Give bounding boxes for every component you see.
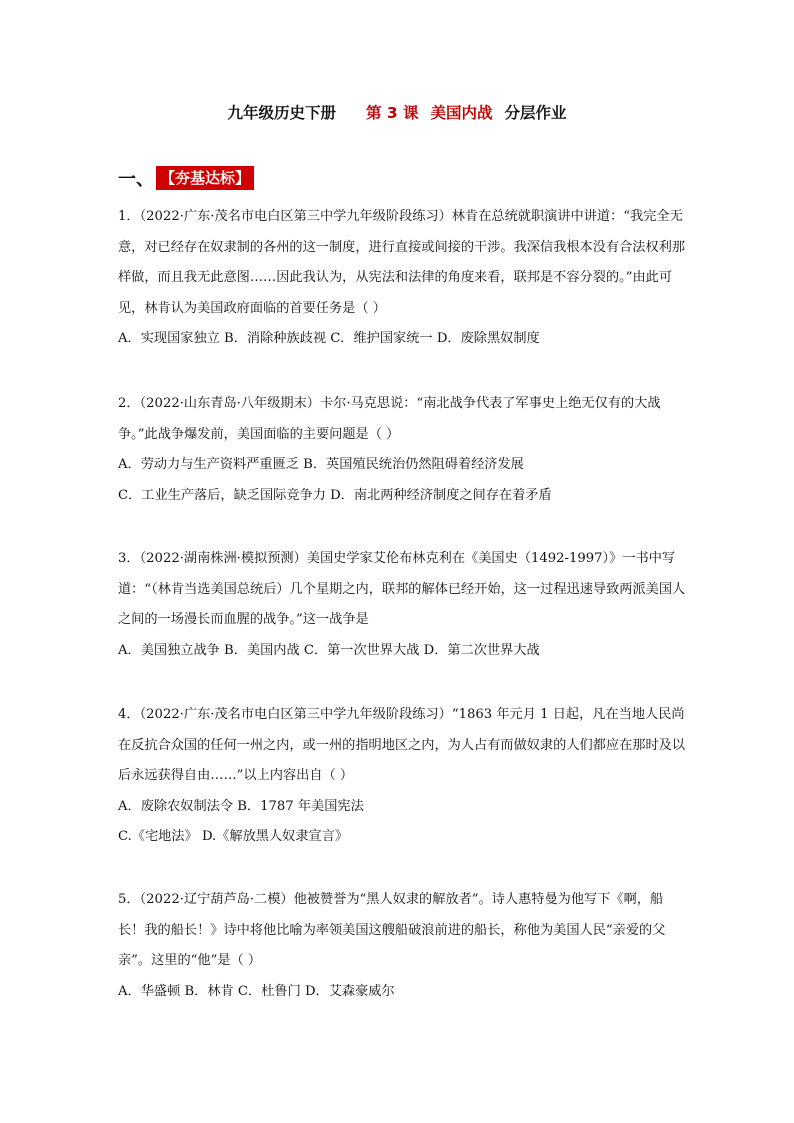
question-stem: 3．（2022·湖南株洲·模拟预测）美国史学家艾伦布林克利在《美国史（1492-1997）》一书中写道：“（林肯当选美国总统后）几个星期之内，联邦的解体已经开始，这一过程迅速导致两派美国人之间的一场漫长而血腥的战争。”这一战争是 <box>118 551 686 627</box>
question-options: A．华盛顿 B．林肯 C．杜鲁门 D．艾森豪威尔 <box>118 983 395 999</box>
question-options: A．劳动力与生产资料严重匮乏 B．英国殖民统治仍然阻碍着经济发展 <box>118 457 524 472</box>
question-options: C．工业生产落后，缺乏国际竞争力 D．南北两种经济制度之间存在着矛盾 <box>118 487 552 503</box>
title-grade: 九年级历史下册 <box>227 104 336 122</box>
question-1 <box>118 202 688 355</box>
title-lesson: 第 3 课 <box>365 104 419 122</box>
page-title <box>0 101 794 123</box>
question-stem: 2．（2022·山东青岛·八年级期末）卡尔·马克思说：“南北战争代表了军事史上绝无仅有的大战争。”此战争爆发前，美国面临的主要问题是（ ） <box>118 396 661 442</box>
question-stem: 4．（2022·广东·茂名市电白区第三中学九年级阶段练习）“1863 年元月 1 日起，凡在当地人民尚在反抗合众国的任何一州之内，或一州的指明地区之内，为人占有而做奴隶的人们都应在那时及以后永远获得自由……”以上内容出自（ ） <box>118 707 686 783</box>
question-options: C.《宅地法》 D.《解放黑人奴隶宣言》 <box>118 829 349 844</box>
section-badge: 【夯基达标】 <box>156 166 254 190</box>
question-5 <box>118 885 688 1007</box>
question-stem: 1．（2022·广东·茂名市电白区第三中学九年级阶段练习）林肯在总统就职演讲中讲道：“我完全无意，对已经存在奴隶制的各州的这一制度，进行直接或间接的干涉。我深信我根本没有合法权利那样做，而且我无此意图……因此我认为，从宪法和法律的角度来看，联邦是不容分裂的。”由此可见，林肯认为美国政府面临的首要任务是（ ） <box>118 209 686 316</box>
section-number: 一、 <box>118 169 154 190</box>
question-3 <box>118 544 688 666</box>
title-topic: 美国内战 <box>430 104 493 122</box>
title-type: 分层作业 <box>504 104 567 122</box>
section-heading <box>118 165 254 191</box>
question-options: A．美国独立战争 B．美国内战 C．第一次世界大战 D．第二次世界大战 <box>118 642 540 658</box>
question-4 <box>118 700 688 853</box>
question-2 <box>118 389 688 511</box>
question-stem: 5．（2022·辽宁葫芦岛·二模）他被赞誉为“黑人奴隶的解放者”。诗人惠特曼为他写下《啊，船长！我的船长！》诗中将他比喻为率领美国这艘船破浪前进的船长，称他为美国人民“亲爱的父亲”。这里的“他”是（ ） <box>118 892 666 968</box>
question-options: A．实现国家独立 B．消除种族歧视 C．维护国家统一 D．废除黑奴制度 <box>118 331 540 346</box>
question-options: A．废除农奴制法令 B．1787 年美国宪法 <box>118 798 364 814</box>
